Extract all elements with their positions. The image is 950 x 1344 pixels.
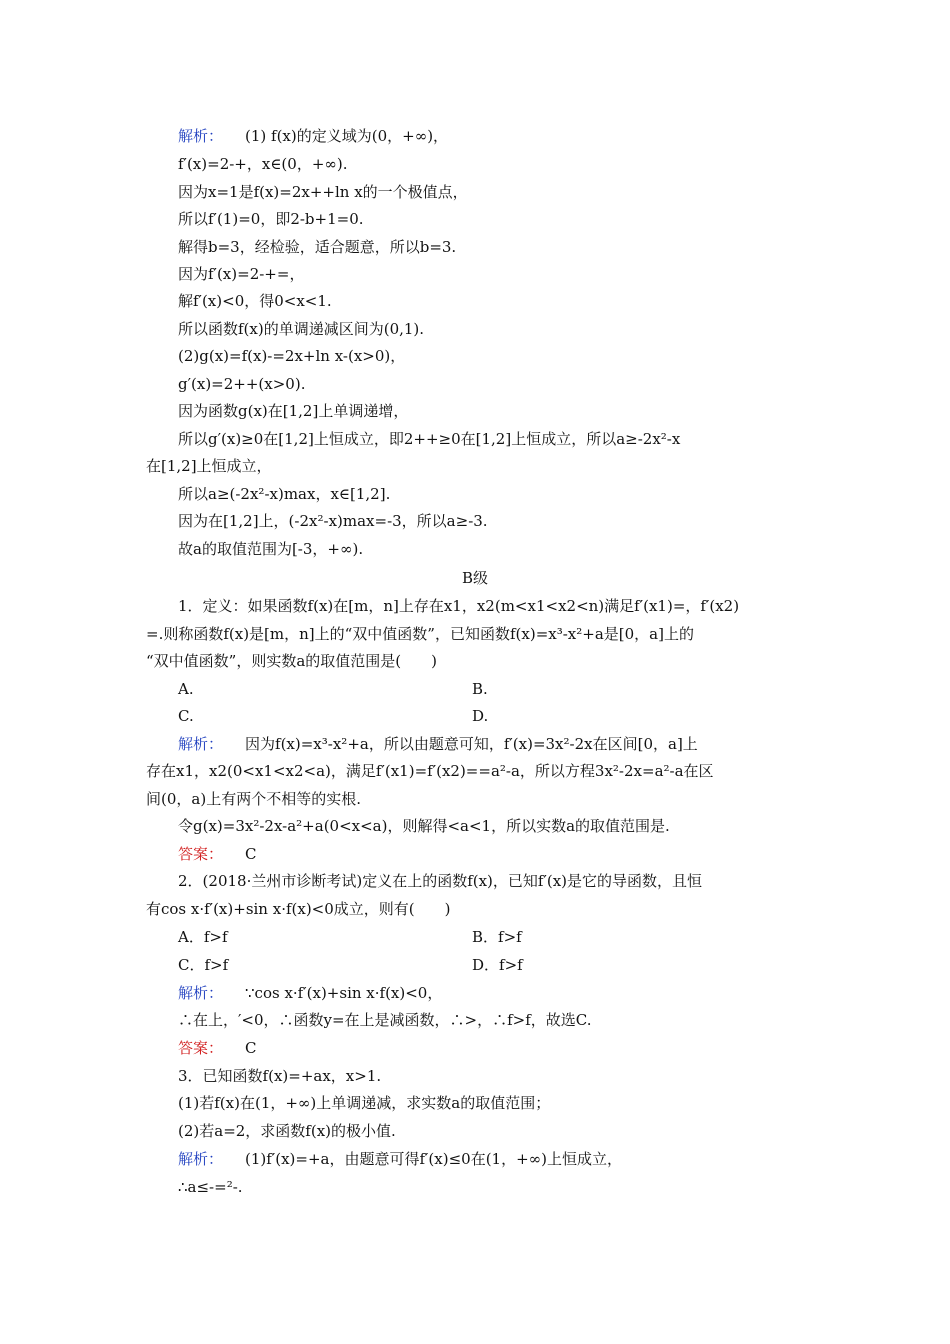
solution-line: 所以函数f(x)的单调递减区间为(0,1). [178, 320, 425, 338]
solution-line: 解析： (1) f(x)的定义域为(0，+∞)， [178, 127, 449, 145]
solution-line: 因为x=1是f(x)=2x++ln x的一个极值点， [178, 183, 468, 201]
question-line: (1)若f(x)在(1，+∞)上单调递减，求实数a的取值范围； [178, 1094, 551, 1112]
solution-line: 解得b=3，经检验，适合题意，所以b=3. [178, 238, 457, 256]
analysis-label: 解析： [178, 984, 224, 1002]
solution-line: 所以a≥(-2x²-x)max，x∈[1,2]. [178, 485, 391, 503]
solution-line: 因为在[1,2]上，(-2x²-x)max=-3，所以a≥-3. [178, 512, 488, 530]
answer-line [178, 844, 257, 864]
solution-line: (2)g(x)=f(x)-=2x+ln x-(x>0)， [178, 347, 406, 365]
solution-line: 所以f′(1)=0，即2-b+1=0. [178, 210, 364, 228]
option-c: C. [178, 707, 194, 725]
solution-line: 因为f′(x)=2-+=， [178, 265, 305, 283]
solution-line: 因为函数g(x)在[1,2]上单调递增， [178, 402, 409, 420]
solution-line: 间(0，a)上有两个不相等的实根. [146, 790, 361, 808]
option-b: B. [472, 680, 488, 698]
analysis-label: 解析： [178, 735, 224, 753]
solution-line: 解析： ∵cos x·f′(x)+sin x·f(x)<0， [178, 984, 443, 1002]
answer-value: C [245, 845, 257, 863]
solution-line: 故a的取值范围为[-3，+∞). [178, 540, 364, 558]
option-c: C．f>f [178, 956, 229, 974]
solution-line: ∴a≤-=²-. [178, 1178, 243, 1196]
option-a: A. [178, 680, 194, 698]
option-b: B．f>f [472, 928, 522, 946]
solution-line: 在[1,2]上恒成立， [146, 457, 272, 475]
solution-line: 令g(x)=3x²-2x-a²+a(0<x<a)，则解得<a<1，所以实数a的取值范围是. [178, 817, 670, 835]
answer-label: 答案： [178, 845, 224, 863]
question-line: 1．定义：如果函数f(x)在[m，n]上存在x1，x2(m<x1<x2<n)满足f′(x1)=，f′(x2) [178, 597, 740, 615]
question-line: 有cos x·f′(x)+sin x·f(x)<0成立，则有( ) [146, 900, 451, 918]
solution-line: g′(x)=2++(x>0). [178, 375, 306, 393]
solution-line: f′(x)=2-+，x∈(0，+∞). [178, 155, 348, 173]
analysis-label: 解析： [178, 127, 224, 145]
option-a: A．f>f [178, 928, 228, 946]
question-line: “双中值函数”，则实数a的取值范围是( ) [146, 652, 437, 670]
option-d: D．f>f [472, 956, 523, 974]
solution-line: 解析： (1)f′(x)=+a，由题意可得f′(x)≤0在(1，+∞)上恒成立， [178, 1150, 623, 1168]
option-d: D. [472, 707, 489, 725]
solution-line: 所以g′(x)≥0在[1,2]上恒成立，即2++≥0在[1,2]上恒成立，所以a≥-2x²-x [178, 430, 681, 448]
question-line: (2)若a=2，求函数f(x)的极小值. [178, 1122, 396, 1140]
solution-line: 解f′(x)<0，得0<x<1. [178, 292, 332, 310]
solution-line: 解析： 因为f(x)=x³-x²+a，所以由题意可知，f′(x)=3x²-2x在区间[0，a]上 [178, 735, 698, 753]
answer-label: 答案： [178, 1039, 224, 1057]
solution-line: 存在x1，x2(0<x1<x2<a)，满足f′(x1)=f′(x2)==a²-a，所以方程3x²-2x=a²-a在区 [146, 762, 714, 780]
answer-value: C [245, 1039, 257, 1057]
analysis-label: 解析： [178, 1150, 224, 1168]
question-line: =.则称函数f(x)是[m，n]上的“双中值函数”，已知函数f(x)=x³-x²+a是[0，a]上的 [146, 625, 694, 643]
answer-line [178, 1038, 257, 1058]
question-line: 3．已知函数f(x)=+ax，x>1. [178, 1067, 382, 1085]
question-line: 2．(2018·兰州市诊断考试)定义在上的函数f(x)，已知f′(x)是它的导函数，且恒 [178, 872, 703, 890]
section-heading: B级 [461, 569, 489, 587]
solution-line: ∴在上，′<0，∴函数y=在上是减函数，∴>，∴f>f，故选C. [178, 1011, 592, 1029]
